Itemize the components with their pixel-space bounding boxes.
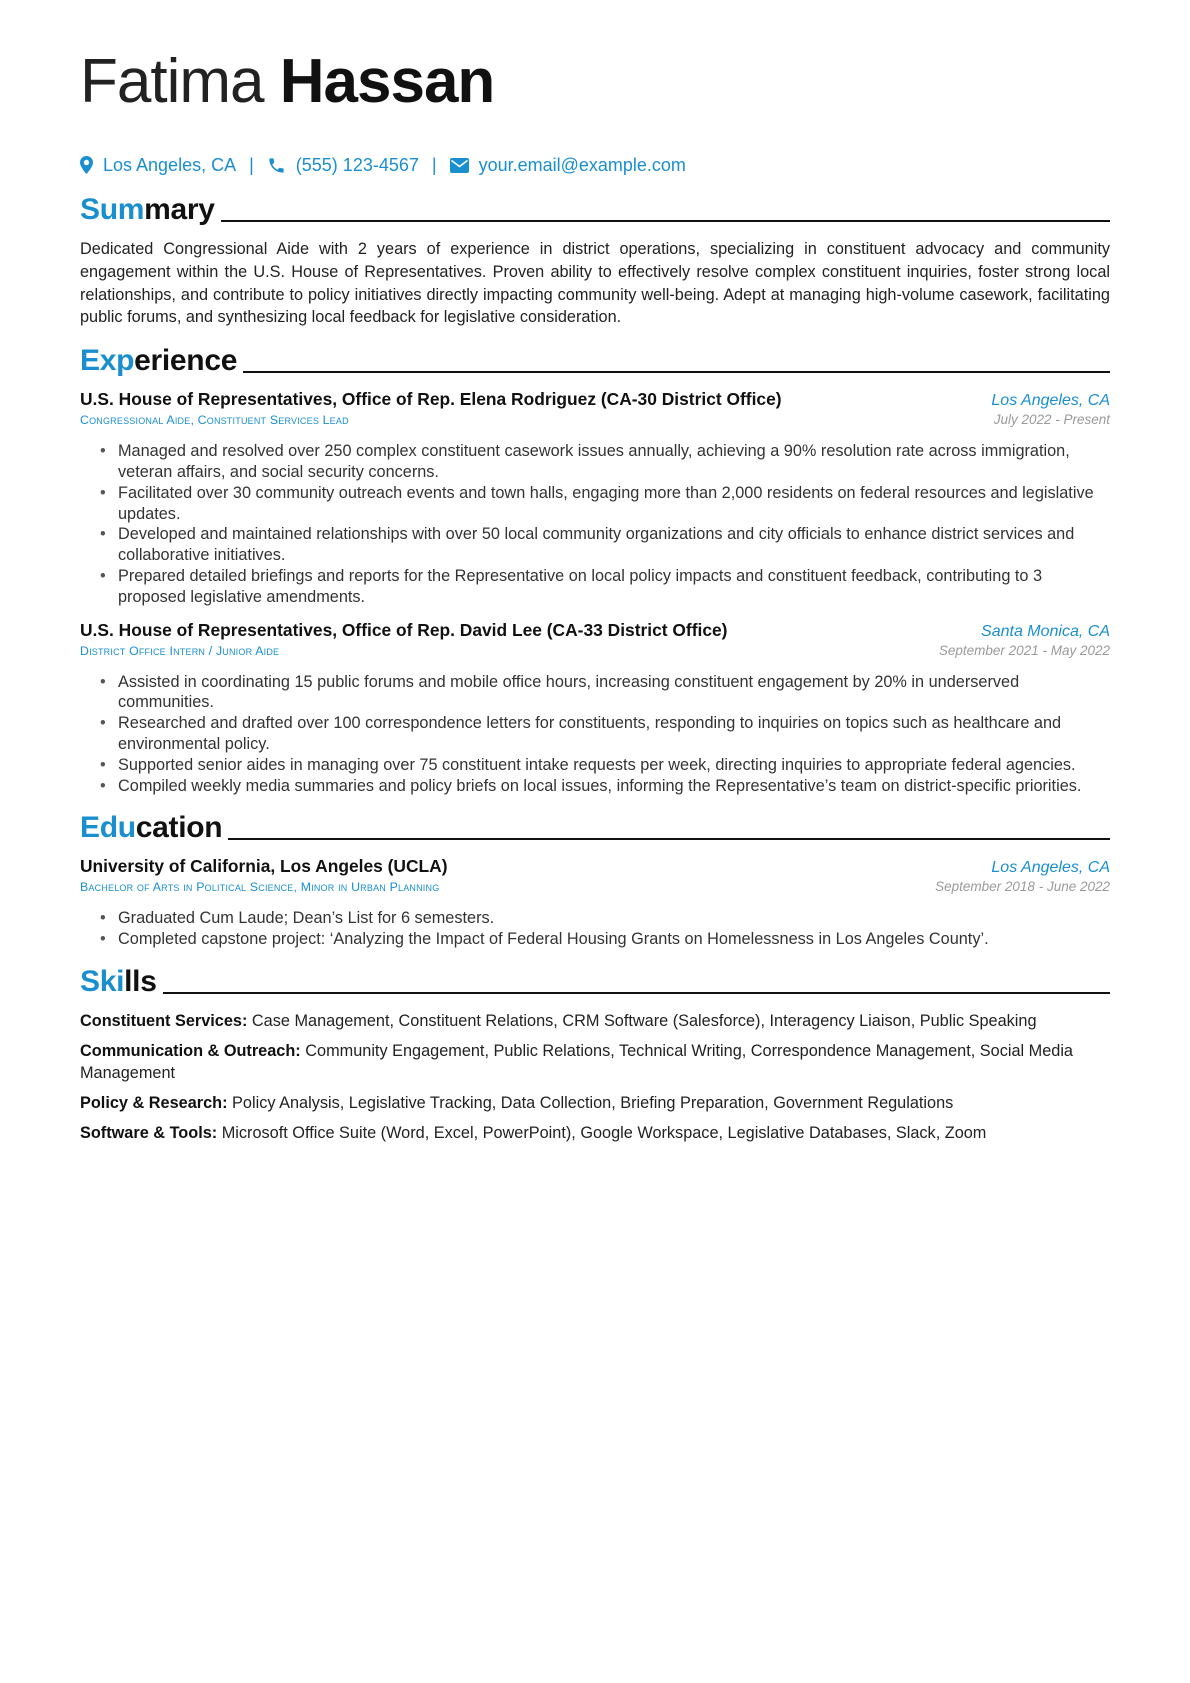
bullet-item: • Compiled weekly media summaries and policy briefs on local issues, informing the Representative’s team on district-specific priorities. [100,776,1110,797]
bullet-item: • Researched and drafted over 100 correspondence letters for constituents, responding to inquiries on topics such as healthcare and environmental policy. [100,713,1110,755]
skill-label: Policy & Research: [80,1093,228,1112]
skill-row [80,1092,1110,1114]
section-title-accent: Exp [80,344,135,378]
bullet-item: • Assisted in coordinating 15 public forums and mobile office hours, increasing constituent engagement by 20% in underserved communities. [100,672,1110,714]
first-name: Fatima [80,47,264,116]
bullet-item: • Facilitated over 30 community outreach events and town halls, engaging more than 2,000 residents on federal resources and legislative updates. [100,483,1110,525]
skill-value: Case Management, Constituent Relations, CRM Software (Salesforce), Interagency Liaison, Public Speaking [251,1011,1037,1030]
entry-bullets [80,672,1110,797]
section-rule [243,371,1110,373]
section-title-accent: Ski [80,964,125,998]
entry-role: Congressional Aide, Constituent Services Lead [80,413,349,428]
education-entry [80,856,1110,950]
contact-phone[interactable] [267,155,419,176]
experience-heading [80,341,1110,381]
contact-email[interactable] [450,155,686,176]
section-title-accent: Edu [80,811,136,845]
phone-icon [267,156,286,175]
skill-value: Community Engagement, Public Relations, Technical Writing, Correspondence Management, Social Media Management [80,1041,1073,1082]
bullet-item: • Developed and maintained relationships with over 50 local community organizations and city officials to enhance district services and collaborative initiatives. [100,524,1110,566]
summary-heading [80,190,1110,230]
bullet-item: • Completed capstone project: ‘Analyzing the Impact of Federal Housing Grants on Homelessness in Los Angeles County’. [100,929,1110,950]
bullet-item: • Managed and resolved over 250 complex constituent casework issues annually, achieving a 90% resolution rate across immigration, veteran affairs, and social security concerns. [100,441,1110,483]
section-title-rest: mary [144,193,215,226]
contact-location [80,155,236,176]
bullet-item: • Graduated Cum Laude; Dean’s List for 6 semesters. [100,908,1110,929]
skill-label: Constituent Services: [80,1011,248,1030]
entry-location: Santa Monica, CA [981,622,1110,640]
contact-separator: | [249,154,254,175]
entry-dates: September 2021 - May 2022 [938,642,1110,658]
entry-role: District Office Intern / Junior Aide [80,643,280,658]
section-rule [163,992,1110,994]
candidate-name [80,40,1110,124]
experience-entry [80,389,1110,607]
skill-label: Communication & Outreach: [80,1041,301,1060]
entry-location: Los Angeles, CA [991,859,1110,877]
section-title [80,962,157,1002]
bullet-item: • Supported senior aides in managing over 75 constituent intake requests per week, directing inquiries to appropriate federal agencies. [100,755,1110,776]
bullet-item: • Prepared detailed briefings and reports for the Representative on local policy impacts and constituent feedback, contributing to 3 proposed legislative amendments. [100,566,1110,608]
section-rule [221,220,1110,222]
section-title-accent: Sum [80,193,145,226]
contact-separator: | [431,154,437,175]
entry-role: Bachelor of Arts in Political Science, Minor in Urban Planning [80,880,440,895]
section-title-rest: erience [134,344,238,378]
summary-text: Dedicated Congressional Aide with 2 years of experience in district operations, specializing in constituent advocacy and community engagement within the U.S. House of Representatives. Proven ability to effectively resolve complex constituent inquiries, foster strong local relationships, and contribute to policy initiatives directly impacting community well-being. Adept at managing high-volume casework, facilitating public forums, and synthesizing local feedback for legislative consideration. [80,240,1110,327]
entry-org: University of California, Los Angeles (UCLA) [80,856,448,877]
map-marker-icon [80,156,93,174]
section-title [80,808,222,848]
skill-value: Policy Analysis, Legislative Tracking, Data Collection, Briefing Preparation, Government Regulations [232,1093,954,1112]
last-name: Hassan [279,47,495,116]
section-title-rest: cation [135,811,223,845]
entry-dates: September 2018 - June 2022 [935,879,1110,895]
experience-entry [80,620,1110,797]
section-title-rest: lls [124,964,157,998]
email-text: your.email@example.com [478,154,686,175]
entry-dates: July 2022 - Present [993,412,1110,428]
entry-org: U.S. House of Representatives, Office of Rep. Elena Rodriguez (CA-30 District Office) [80,389,782,410]
location-text: Los Angeles, CA [103,154,237,175]
section-rule [228,838,1110,840]
skill-value: Microsoft Office Suite (Word, Excel, PowerPoint), Google Workspace, Legislative Databases, Slack, Zoom [221,1123,987,1142]
section-title [80,341,237,381]
entry-bullets [80,908,1110,950]
envelope-icon [450,158,469,173]
section-title [80,190,215,230]
entry-location: Los Angeles, CA [991,392,1110,410]
phone-text: (555) 123-4567 [295,154,419,175]
contact-bar [80,152,1110,178]
entry-bullets [80,441,1110,607]
skill-label: Software & Tools: [80,1123,218,1142]
skill-row [80,1010,1110,1032]
skill-row [80,1040,1110,1084]
entry-org: U.S. House of Representatives, Office of Rep. David Lee (CA-33 District Office) [80,619,728,640]
skills-heading [80,962,1110,1002]
skill-row [80,1122,1110,1144]
education-heading [80,808,1110,848]
